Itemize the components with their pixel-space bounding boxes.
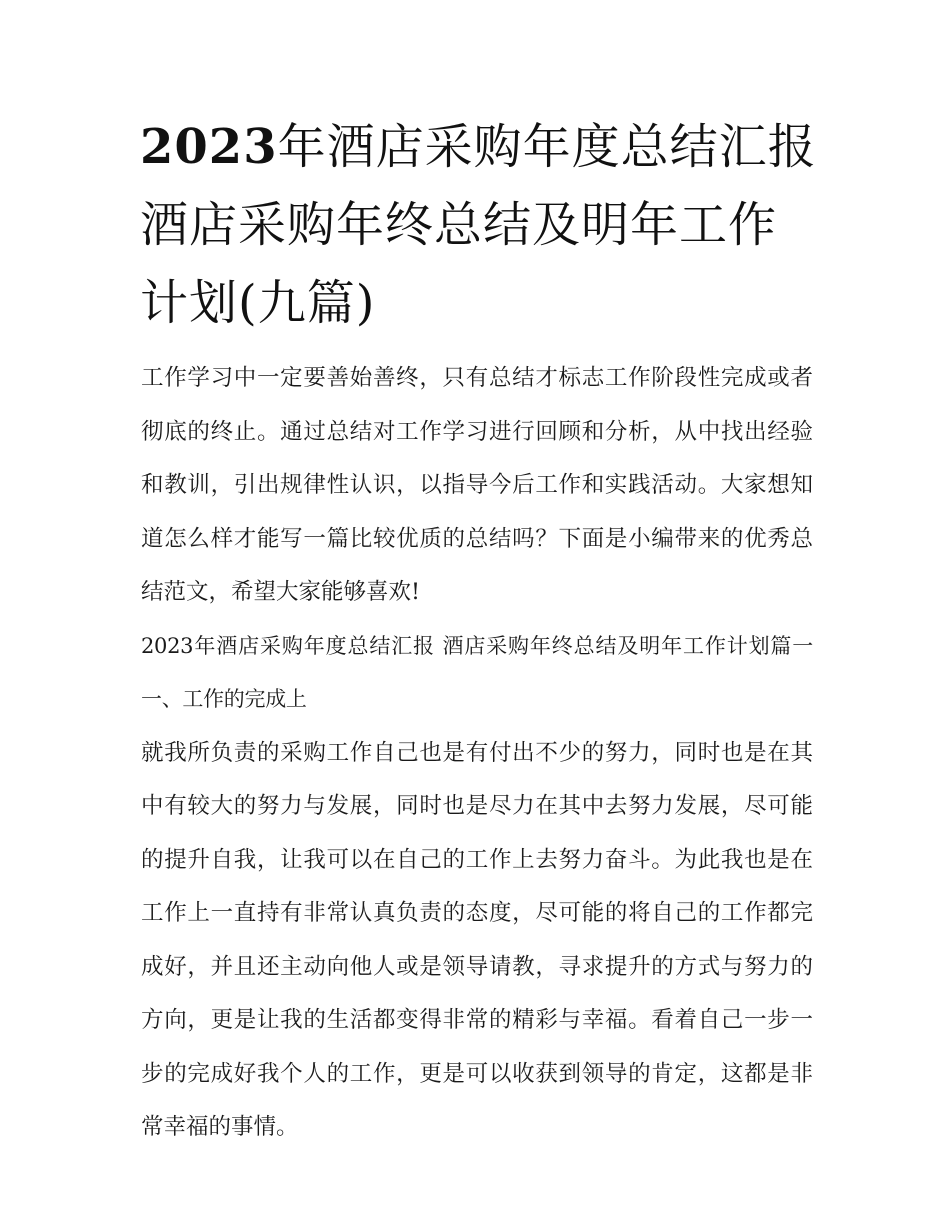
document-title bbox=[140, 108, 820, 342]
section-paragraph: 就我所负责的采购工作自己也是有付出不少的努力，同时也是在其中有较大的努力与发展，同时也是尽力在其中去努力发展，尽可能的提升自我，让我可以在自己的工作上去努力奋斗。为此我也是在工作上一直持有非常认真负责的态度，尽可能的将自己的工作都完成好，并且还主动向他人或是领导请教，寻求提升的方式与努力的方向，更是让我的生活都变得非常的精彩与幸福。看着自己一步一步的完成好我个人的工作，更是可以收获到领导的肯定，这都是非常幸福的事情。 bbox=[141, 739, 813, 1140]
title-year: 2023 bbox=[140, 119, 278, 175]
document-body bbox=[141, 352, 813, 1155]
title-text: 年酒店采购年度总结汇报酒店采购年终总结及明年工作计划(九篇) bbox=[140, 119, 817, 331]
section-heading: 2023年酒店采购年度总结汇报 酒店采购年终总结及明年工作计划篇一 一、工作的完成上 bbox=[141, 633, 813, 711]
intro-paragraph: 工作学习中一定要善始善终，只有总结才标志工作阶段性完成或者彻底的终止。通过总结对工作学习进行回顾和分析，从中找出经验和教训，引出规律性认识，以指导今后工作和实践活动。大家想知道怎么样才能写一篇比较优质的总结吗？下面是小编带来的优秀总结范文，希望大家能够喜欢! bbox=[141, 365, 813, 605]
